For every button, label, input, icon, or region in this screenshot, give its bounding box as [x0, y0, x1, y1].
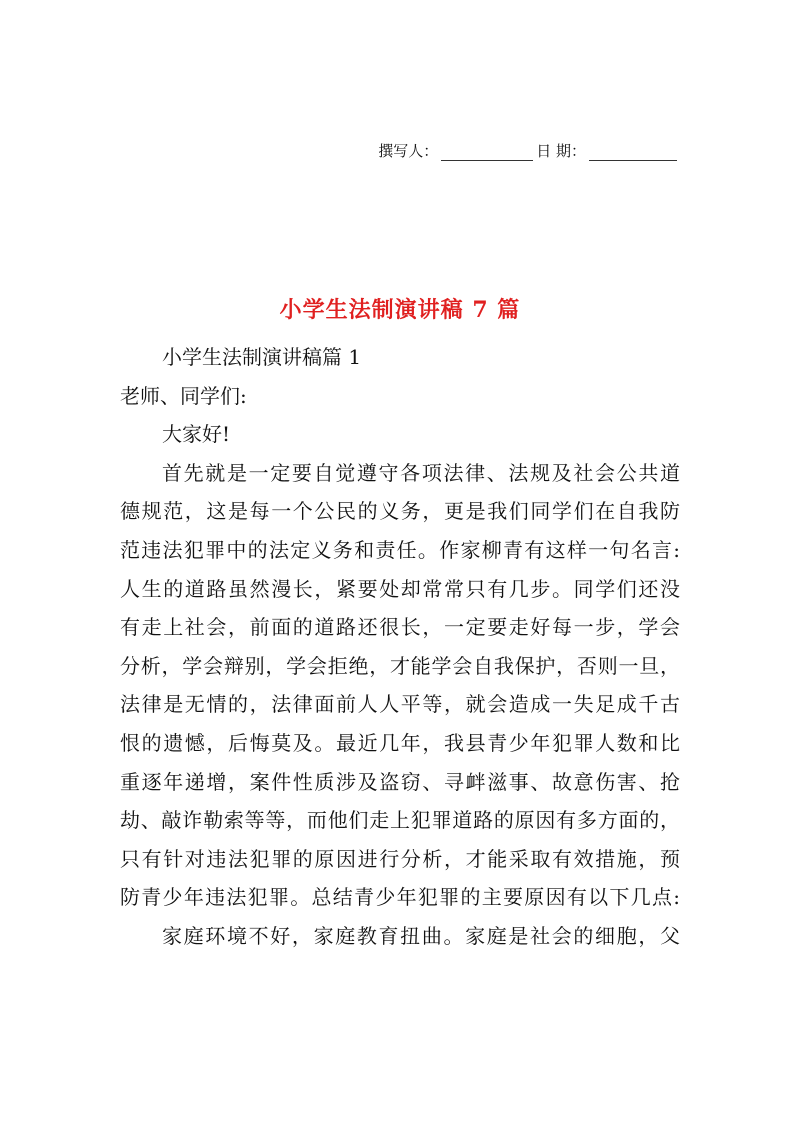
- paragraph-line: 只有针对违法犯罪的原因进行分析，才能采取有效措施，预: [120, 846, 680, 871]
- date-label: 日 期：: [536, 142, 586, 160]
- date-blank: [589, 144, 677, 161]
- salutation: 老师、同学们:: [120, 383, 247, 408]
- paragraph-line: 分析，学会辩别，学会拒绝，才能学会自我保护，否则一旦，: [120, 653, 680, 678]
- paragraph-line: 德规范，这是每一个公民的义务，更是我们同学们在自我防: [120, 499, 680, 524]
- paragraph-line: 劫、敲诈勒索等等，而他们走上犯罪道路的原因有多方面的，: [120, 808, 680, 833]
- author-blank: [441, 144, 533, 161]
- document-body: [120, 338, 680, 956]
- paragraph-line: 防青少年违法犯罪。总结青少年犯罪的主要原因有以下几点:: [120, 885, 680, 910]
- paragraph-line: 家庭环境不好，家庭教育扭曲。家庭是社会的细胞，父: [162, 923, 680, 948]
- paragraph-1: [120, 454, 680, 917]
- paragraph-line: 有走上社会，前面的道路还很长，一定要走好每一步，学会: [120, 615, 680, 640]
- paragraph-line: 恨的遗憾，后悔莫及。最近几年，我县青少年犯罪人数和比: [120, 730, 680, 755]
- paragraph-2: [120, 917, 680, 956]
- paragraph-line: 范违法犯罪中的法定义务和责任。作家柳青有这样一句名言:: [120, 537, 680, 562]
- paragraph-line: 首先就是一定要自觉遵守各项法律、法规及社会公共道: [162, 460, 680, 485]
- paragraph-line: 重逐年递增，案件性质涉及盗窃、寻衅滋事、故意伤害、抢: [120, 769, 680, 794]
- author-label: 撰写人：: [378, 142, 439, 160]
- greeting: 大家好!: [162, 422, 231, 447]
- section-subtitle: 小学生法制演讲稿篇 1: [162, 345, 362, 369]
- paragraph-line: 人生的道路虽然漫长，紧要处却常常只有几步。同学们还没: [120, 576, 680, 601]
- paragraph-line: 法律是无情的，法律面前人人平等，就会造成一失足成千古: [120, 692, 680, 717]
- header-signature-line: [378, 140, 680, 161]
- document-title: 小学生法制演讲稿 7 篇: [279, 297, 521, 323]
